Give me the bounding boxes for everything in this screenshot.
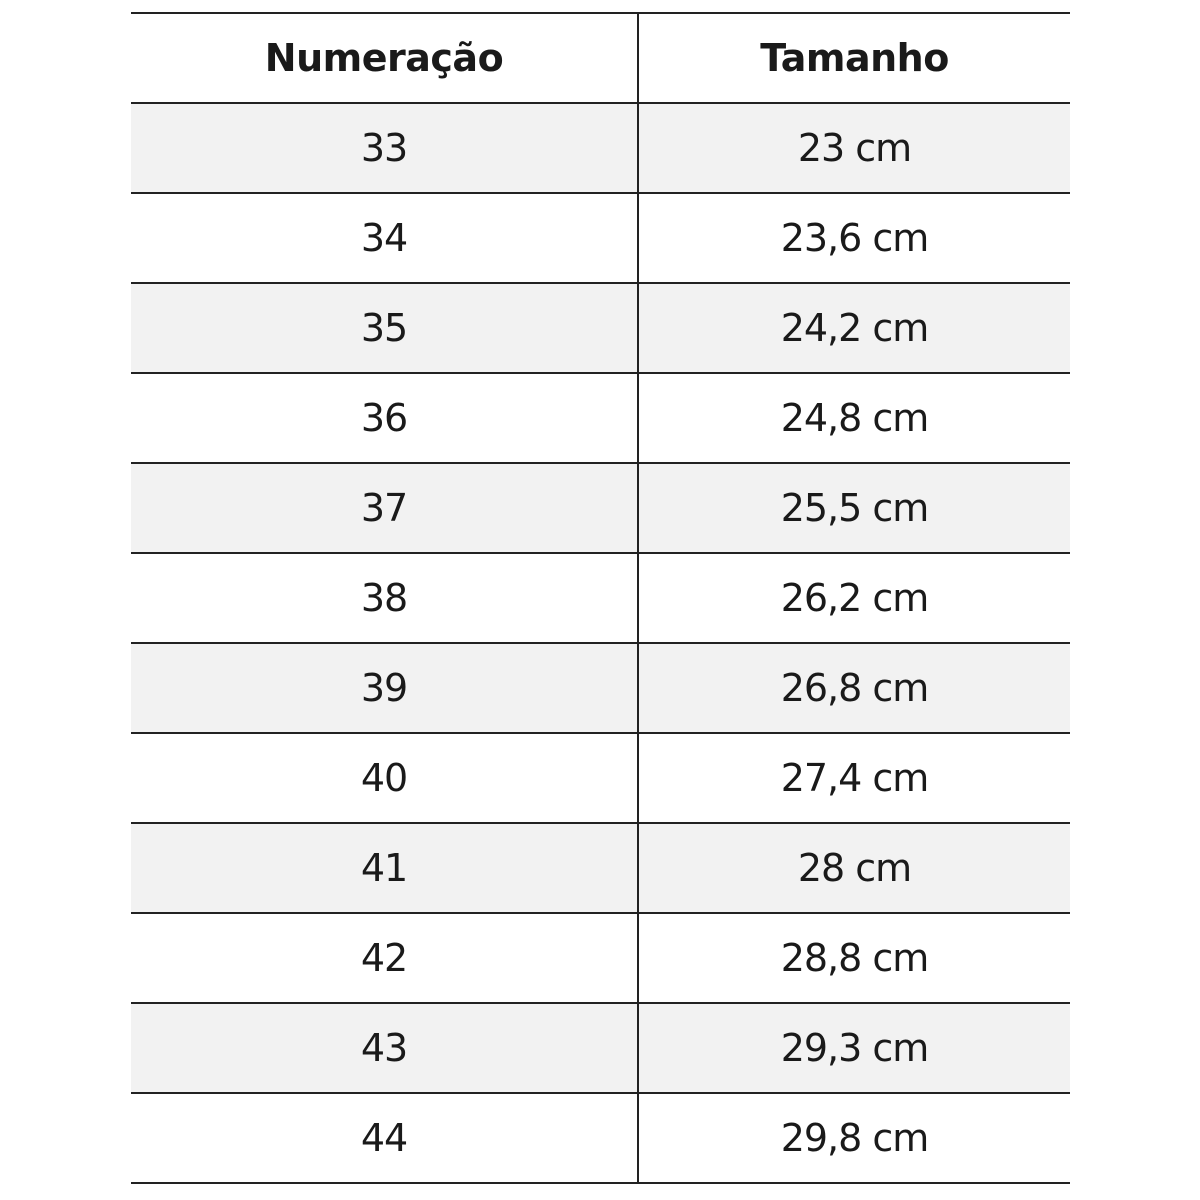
size-length-cell: 26,2 cm [638, 553, 1070, 643]
size-number-cell: 36 [131, 373, 638, 463]
table-row [131, 373, 1070, 463]
table-row [131, 913, 1070, 1003]
size-number-cell: 34 [131, 193, 638, 283]
size-number-cell: 37 [131, 463, 638, 553]
table-row [131, 1003, 1070, 1093]
size-number-cell: 44 [131, 1093, 638, 1183]
size-number-cell: 41 [131, 823, 638, 913]
header-numeracao: Numeração [131, 13, 638, 103]
size-length-cell: 27,4 cm [638, 733, 1070, 823]
table-row [131, 103, 1070, 193]
size-chart-table [131, 12, 1070, 1184]
table-header-row [131, 13, 1070, 103]
size-length-cell: 29,3 cm [638, 1003, 1070, 1093]
size-length-cell: 28 cm [638, 823, 1070, 913]
size-number-cell: 35 [131, 283, 638, 373]
table-row [131, 193, 1070, 283]
size-length-cell: 25,5 cm [638, 463, 1070, 553]
size-length-cell: 24,8 cm [638, 373, 1070, 463]
size-number-cell: 39 [131, 643, 638, 733]
size-number-cell: 40 [131, 733, 638, 823]
size-number-cell: 33 [131, 103, 638, 193]
size-number-cell: 38 [131, 553, 638, 643]
size-number-cell: 42 [131, 913, 638, 1003]
table-row [131, 643, 1070, 733]
size-number-cell: 43 [131, 1003, 638, 1093]
size-length-cell: 24,2 cm [638, 283, 1070, 373]
size-length-cell: 23 cm [638, 103, 1070, 193]
table-row [131, 733, 1070, 823]
table-row [131, 553, 1070, 643]
table-row [131, 823, 1070, 913]
table-row [131, 283, 1070, 373]
size-length-cell: 26,8 cm [638, 643, 1070, 733]
size-length-cell: 23,6 cm [638, 193, 1070, 283]
table-row [131, 1093, 1070, 1183]
size-length-cell: 28,8 cm [638, 913, 1070, 1003]
header-tamanho: Tamanho [638, 13, 1070, 103]
table-row [131, 463, 1070, 553]
size-length-cell: 29,8 cm [638, 1093, 1070, 1183]
